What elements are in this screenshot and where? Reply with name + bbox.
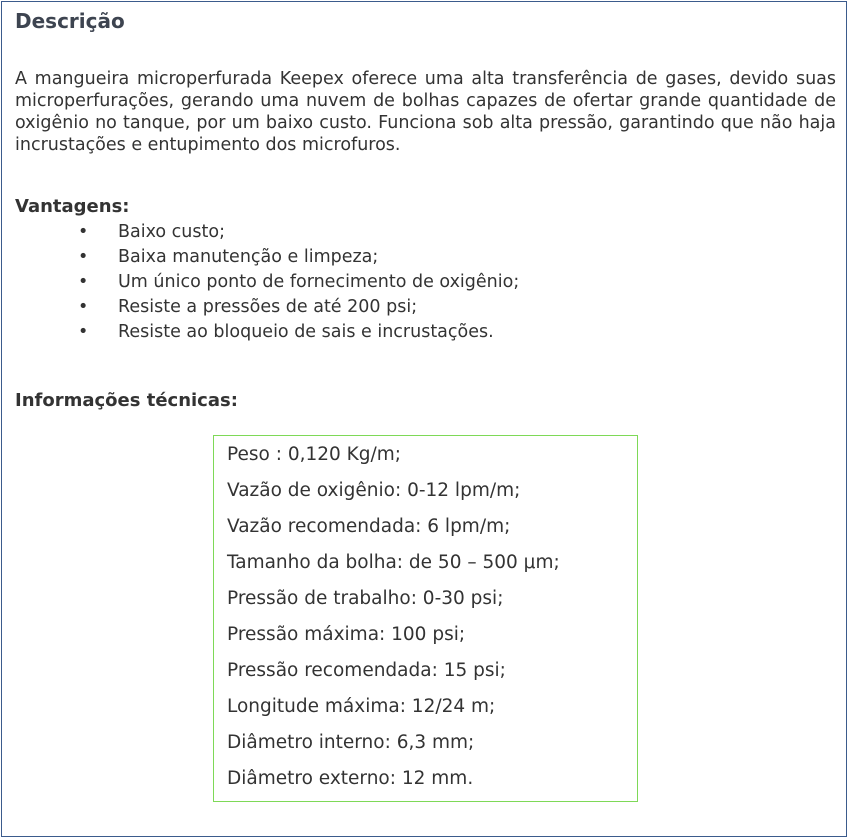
spec-working-pressure: Pressão de trabalho: 0-30 psi;: [227, 588, 504, 609]
advantage-text: Baixo custo;: [118, 222, 225, 242]
technical-specs-box: [213, 435, 638, 802]
advantages-heading: Vantagens:: [15, 196, 130, 217]
bullet-icon: •: [78, 222, 89, 242]
technical-info-heading: Informações técnicas:: [15, 390, 238, 411]
advantage-text: Baixa manutenção e limpeza;: [118, 247, 379, 267]
spec-weight: Peso : 0,120 Kg/m;: [227, 444, 402, 465]
spec-recommended-flow: Vazão recomendada: 6 lpm/m;: [227, 516, 511, 537]
bullet-icon: •: [78, 247, 89, 267]
advantage-text: Resiste a pressões de até 200 psi;: [118, 297, 418, 317]
bullet-icon: •: [78, 322, 89, 342]
technical-specs-list: [227, 442, 560, 802]
bullet-icon: •: [78, 272, 89, 292]
bullet-icon: •: [78, 297, 89, 317]
section-title: Descrição: [15, 9, 125, 33]
spec-bubble-size: Tamanho da bolha: de 50 – 500 μm;: [227, 552, 560, 573]
product-description: A mangueira microperfurada Keepex oferece uma alta transferência de gases, devido suas microperfurações, gerando uma nuvem de bolhas capazes de ofertar grande quantidade de oxigênio no tanque, por um baixo custo. Funciona sob alta pressão, garantindo que não haja incrustações e entupimento dos microfuros.: [15, 69, 836, 155]
spec-max-pressure: Pressão máxima: 100 psi;: [227, 624, 466, 645]
spec-internal-diameter: Diâmetro interno: 6,3 mm;: [227, 732, 475, 753]
spec-recommended-pressure: Pressão recomendada: 15 psi;: [227, 660, 506, 681]
advantage-text: Resiste ao bloqueio de sais e incrustações.: [118, 322, 494, 342]
spec-oxygen-flow: Vazão de oxigênio: 0-12 lpm/m;: [227, 480, 521, 501]
advantage-text: Um único ponto de fornecimento de oxigênio;: [118, 272, 520, 292]
spec-max-length: Longitude máxima: 12/24 m;: [227, 696, 496, 717]
spec-external-diameter: Diâmetro externo: 12 mm.: [227, 768, 474, 789]
